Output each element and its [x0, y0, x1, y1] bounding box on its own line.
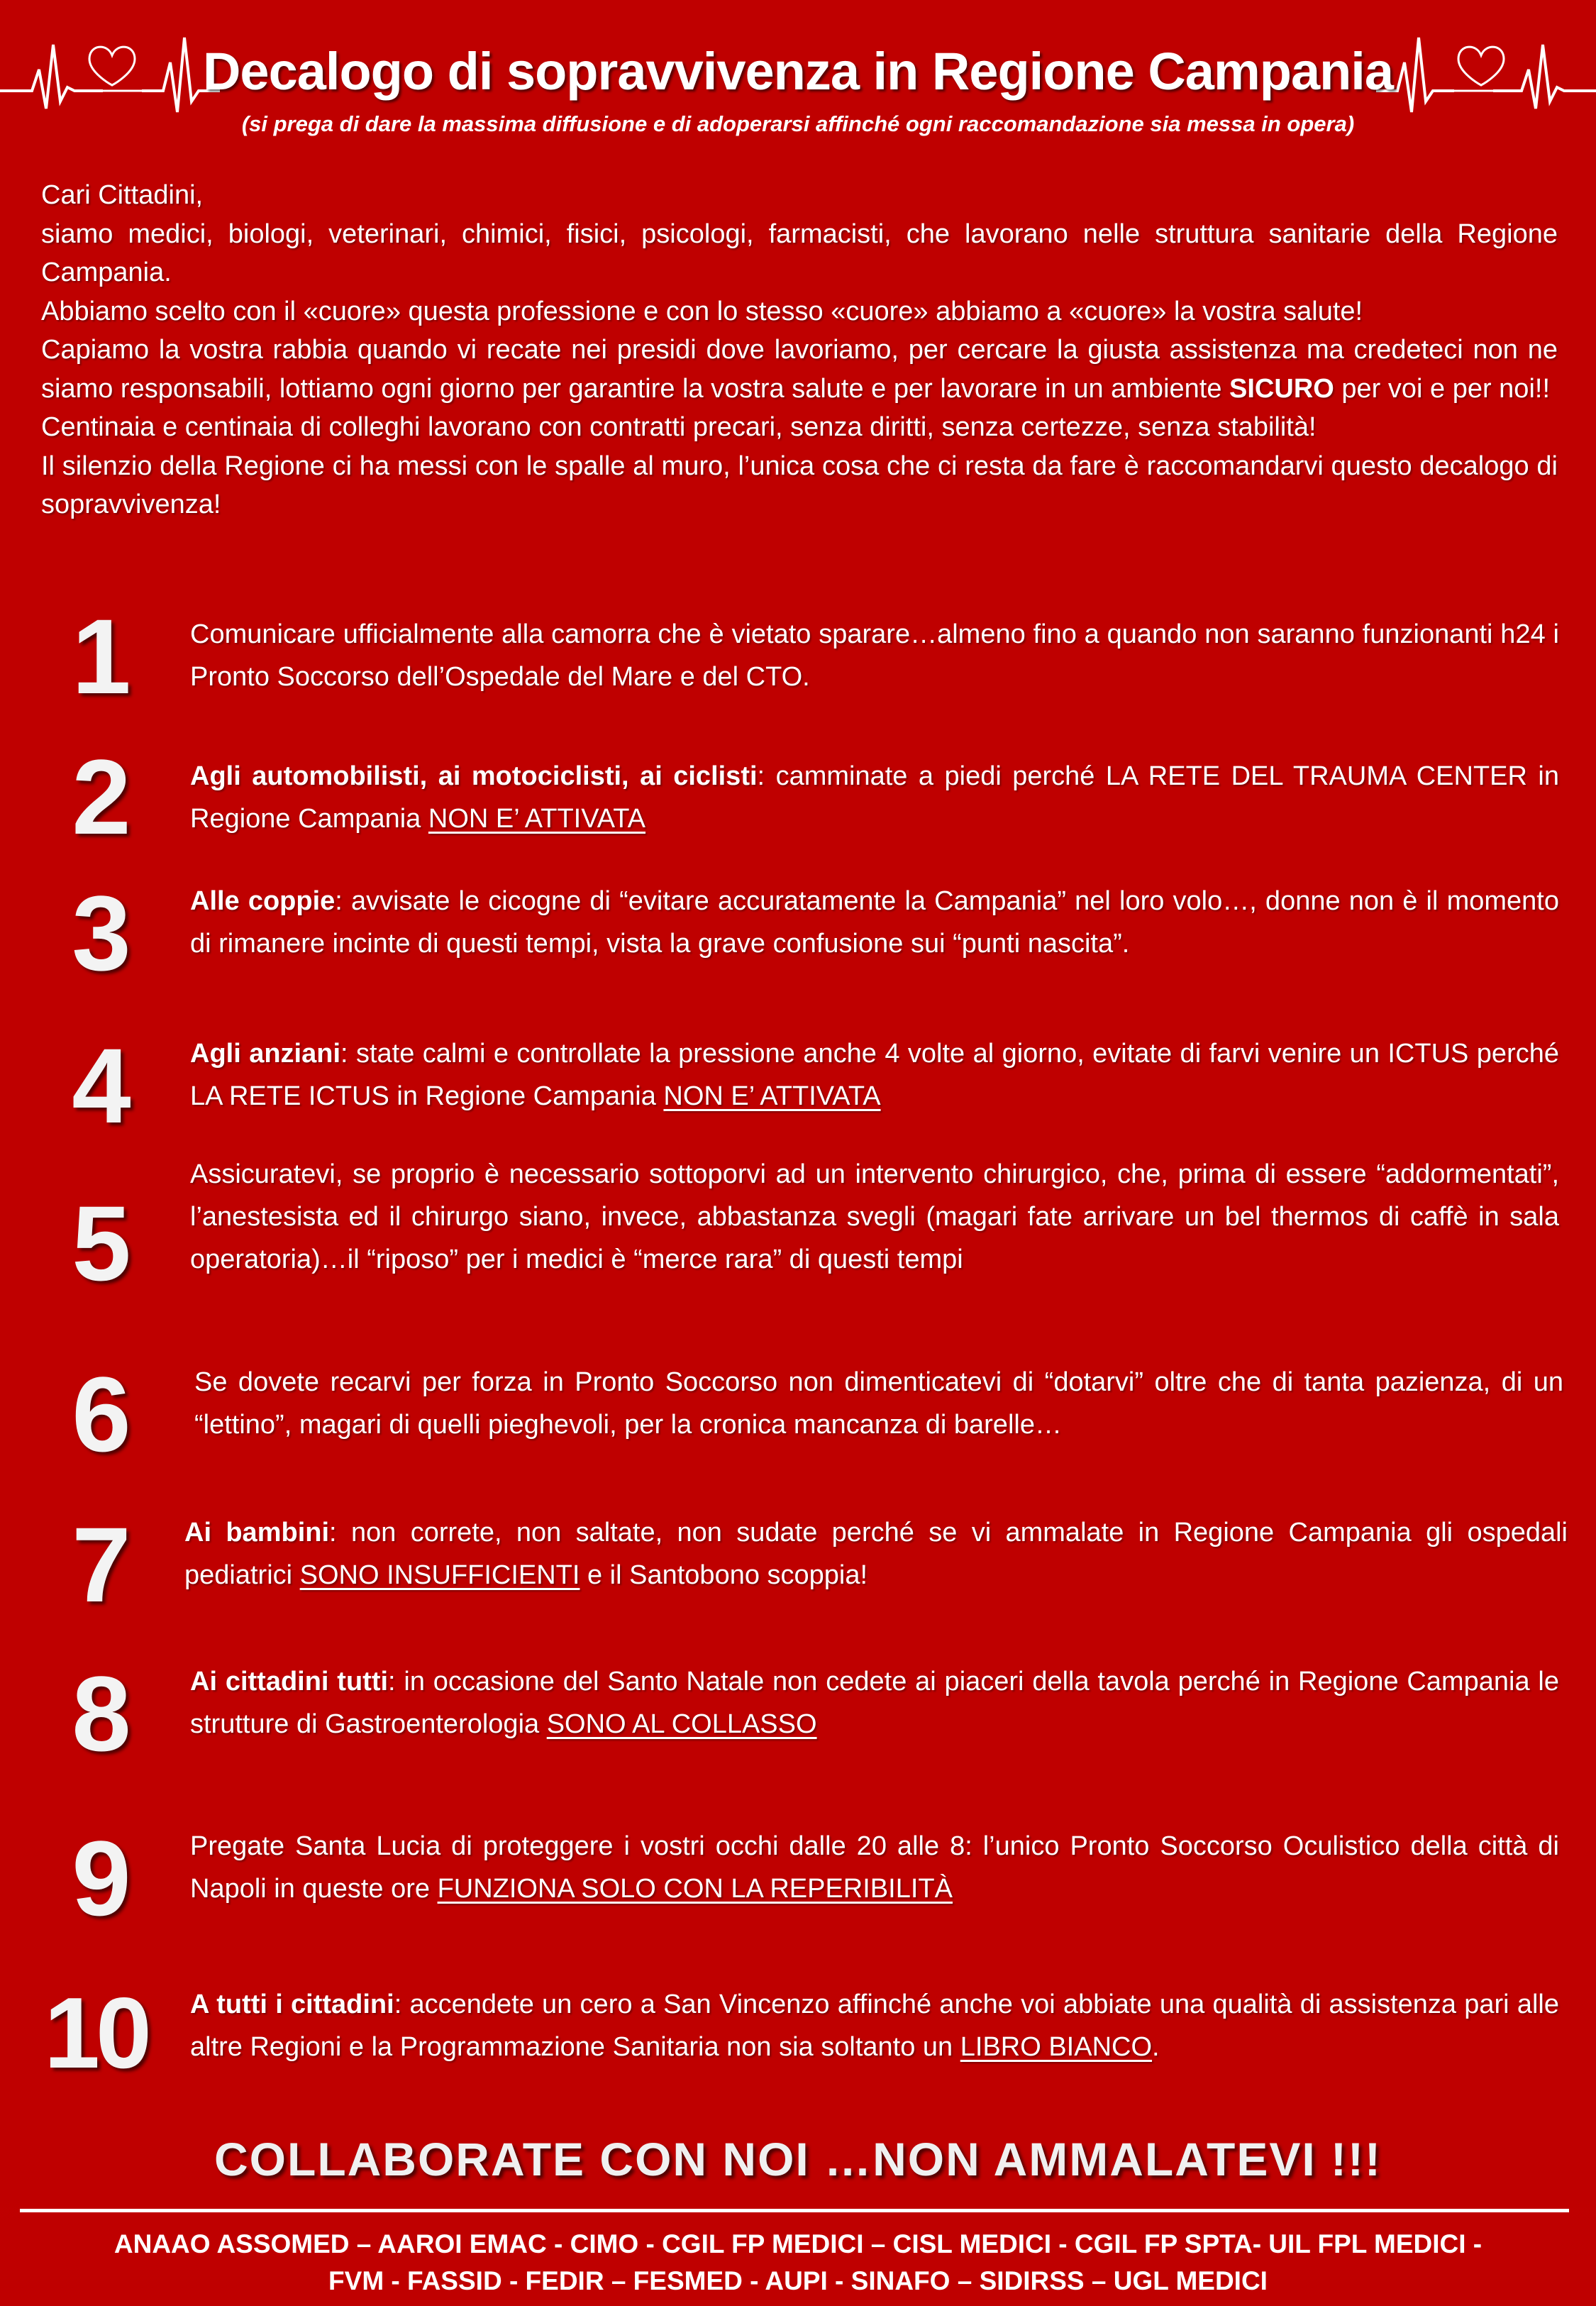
item-number: 2	[72, 737, 131, 856]
signatories-line: ANAAO ASSOMED – AAROI EMAC - CIMO - CGIL FP MEDICI – CISL MEDICI - CGIL FP SPTA- UIL FPL MEDICI -	[113, 2229, 1483, 2258]
closing-slogan: COLLABORATE CON NOI …NON AMMALATEVI !!!	[214, 2133, 1382, 2185]
intro-paragraph: Il silenzio della Regione ci ha messi con le spalle al muro, l’unica cosa che ci resta da fare è raccomandarvi questo decalogo di sopravvivenza!	[41, 451, 1558, 519]
item-number: 7	[72, 1505, 131, 1624]
intro-text: Capiamo la vostra rabbia quando vi recate nei presidi dove lavoriamo, per cercare la giusta assistenza ma credeteci non ne siamo responsabili, lottiamo ogni giorno per garantire la vostra salute e per lavorare in un ambiente	[41, 335, 1558, 404]
item-number: 1	[72, 597, 131, 716]
item-number: 3	[72, 873, 131, 993]
item-text: A tutti i cittadini: accendete un cero a San Vincenzo affinché anche voi abbiate una qualità di assistenza pari alle altre Regioni e la Programmazione Sanitaria non sia soltanto un LIBRO BIANCO.	[190, 1990, 1560, 2062]
item-text: Comunicare ufficialmente alla camorra che è vietato sparare…almeno fino a quando non saranno funzionanti h24 i Pronto Soccorso dell’Ospedale del Mare e del CTO.	[190, 619, 1559, 692]
intro-letter	[41, 176, 1558, 524]
item-number: 8	[72, 1654, 131, 1773]
page-subtitle: (si prega di dare la massima diffusione e di adoperarsi affinché ogni raccomandazione sia messa in opera)	[241, 111, 1355, 136]
intro-text: per voi e per noi!!	[1334, 373, 1550, 404]
signatories-line: FVM - FASSID - FEDIR – FESMED - AUPI - SINAFO – SIDIRSS – UGL MEDICI	[328, 2266, 1268, 2295]
intro-paragraph: Centinaia e centinaia di colleghi lavorano con contratti precari, senza diritti, senza certezze, senza stabilità!	[41, 412, 1317, 442]
item-text: Agli automobilisti, ai motociclisti, ai ciclisti: camminate a piedi perché LA RETE DEL TRAUMA CENTER in Regione Campania NON E’ ATTIVATA	[190, 761, 1560, 834]
item-text: Ai cittadini tutti: in occasione del Santo Natale non cedete ai piaceri della tavola perché in Regione Campania le strutture di Gastroenterologia SONO AL COLLASSO	[190, 1667, 1559, 1739]
item-text: Se dovete recarvi per forza in Pronto Soccorso non dimenticatevi di “dotarvi” oltre che di tanta pazienza, di un “lettino”, magari di quelli pieghevoli, per la cronica mancanza di barelle…	[194, 1367, 1563, 1440]
page-title: Decalogo di sopravvivenza in Regione Campania	[202, 42, 1394, 101]
item-text: Pregate Santa Lucia di proteggere i vostri occhi dalle 20 alle 8: l’unico Pronto Soccorso Oculistico della città di Napoli in queste ore FUNZIONA SOLO CON LA REPERIBILITÀ	[190, 1831, 1559, 1904]
item-number: 4	[72, 1026, 131, 1145]
item-text: Agli anziani: state calmi e controllate la pressione anche 4 volte al giorno, evitate di farvi venire un ICTUS perché LA RETE ICTUS in Regione Campania NON E’ ATTIVATA	[190, 1039, 1559, 1111]
item-number: 6	[72, 1355, 131, 1474]
intro-emphasis: SICURO	[1229, 373, 1334, 404]
footer-divider	[20, 2209, 1569, 2212]
intro-paragraph: Abbiamo scelto con il «cuore» questa professione e con lo stesso «cuore» abbiamo a «cuore» la vostra salute!	[41, 296, 1363, 326]
item-text: Assicuratevi, se proprio è necessario sottoporvi ad un intervento chirurgico, che, prima di essere “addormentati”, l’anestesista ed il chirurgo siano, invece, abbastanza svegli (magari fate arrivare un bel thermos di caffè in sala operatoria)…il “riposo” per i medici è “merce rara” di questi tempi	[190, 1159, 1559, 1274]
intro-paragraph: siamo medici, biologi, veterinari, chimici, fisici, psicologi, farmacisti, che lavorano nelle struttura sanitarie della Regione Campania.	[41, 219, 1558, 287]
item-text: Alle coppie: avvisate le cicogne di “evitare accuratamente la Campania” nel loro volo…, donne non è il momento di rimanere incinte di questi tempi, vista la grave confusione sui “punti nascita”.	[190, 886, 1559, 959]
item-number: 5	[72, 1184, 131, 1303]
intro-greeting: Cari Cittadini,	[41, 180, 204, 210]
union-signatories	[0, 2226, 1596, 2300]
intro-paragraph	[41, 331, 1558, 408]
item-number: 10	[44, 1977, 148, 2090]
item-text: Ai bambini: non correte, non saltate, non sudate perché se vi ammalate in Regione Campania gli ospedali pediatrici SONO INSUFFICIENTI e il Santobono scoppia!	[184, 1518, 1568, 1590]
item-number: 9	[72, 1819, 131, 1938]
